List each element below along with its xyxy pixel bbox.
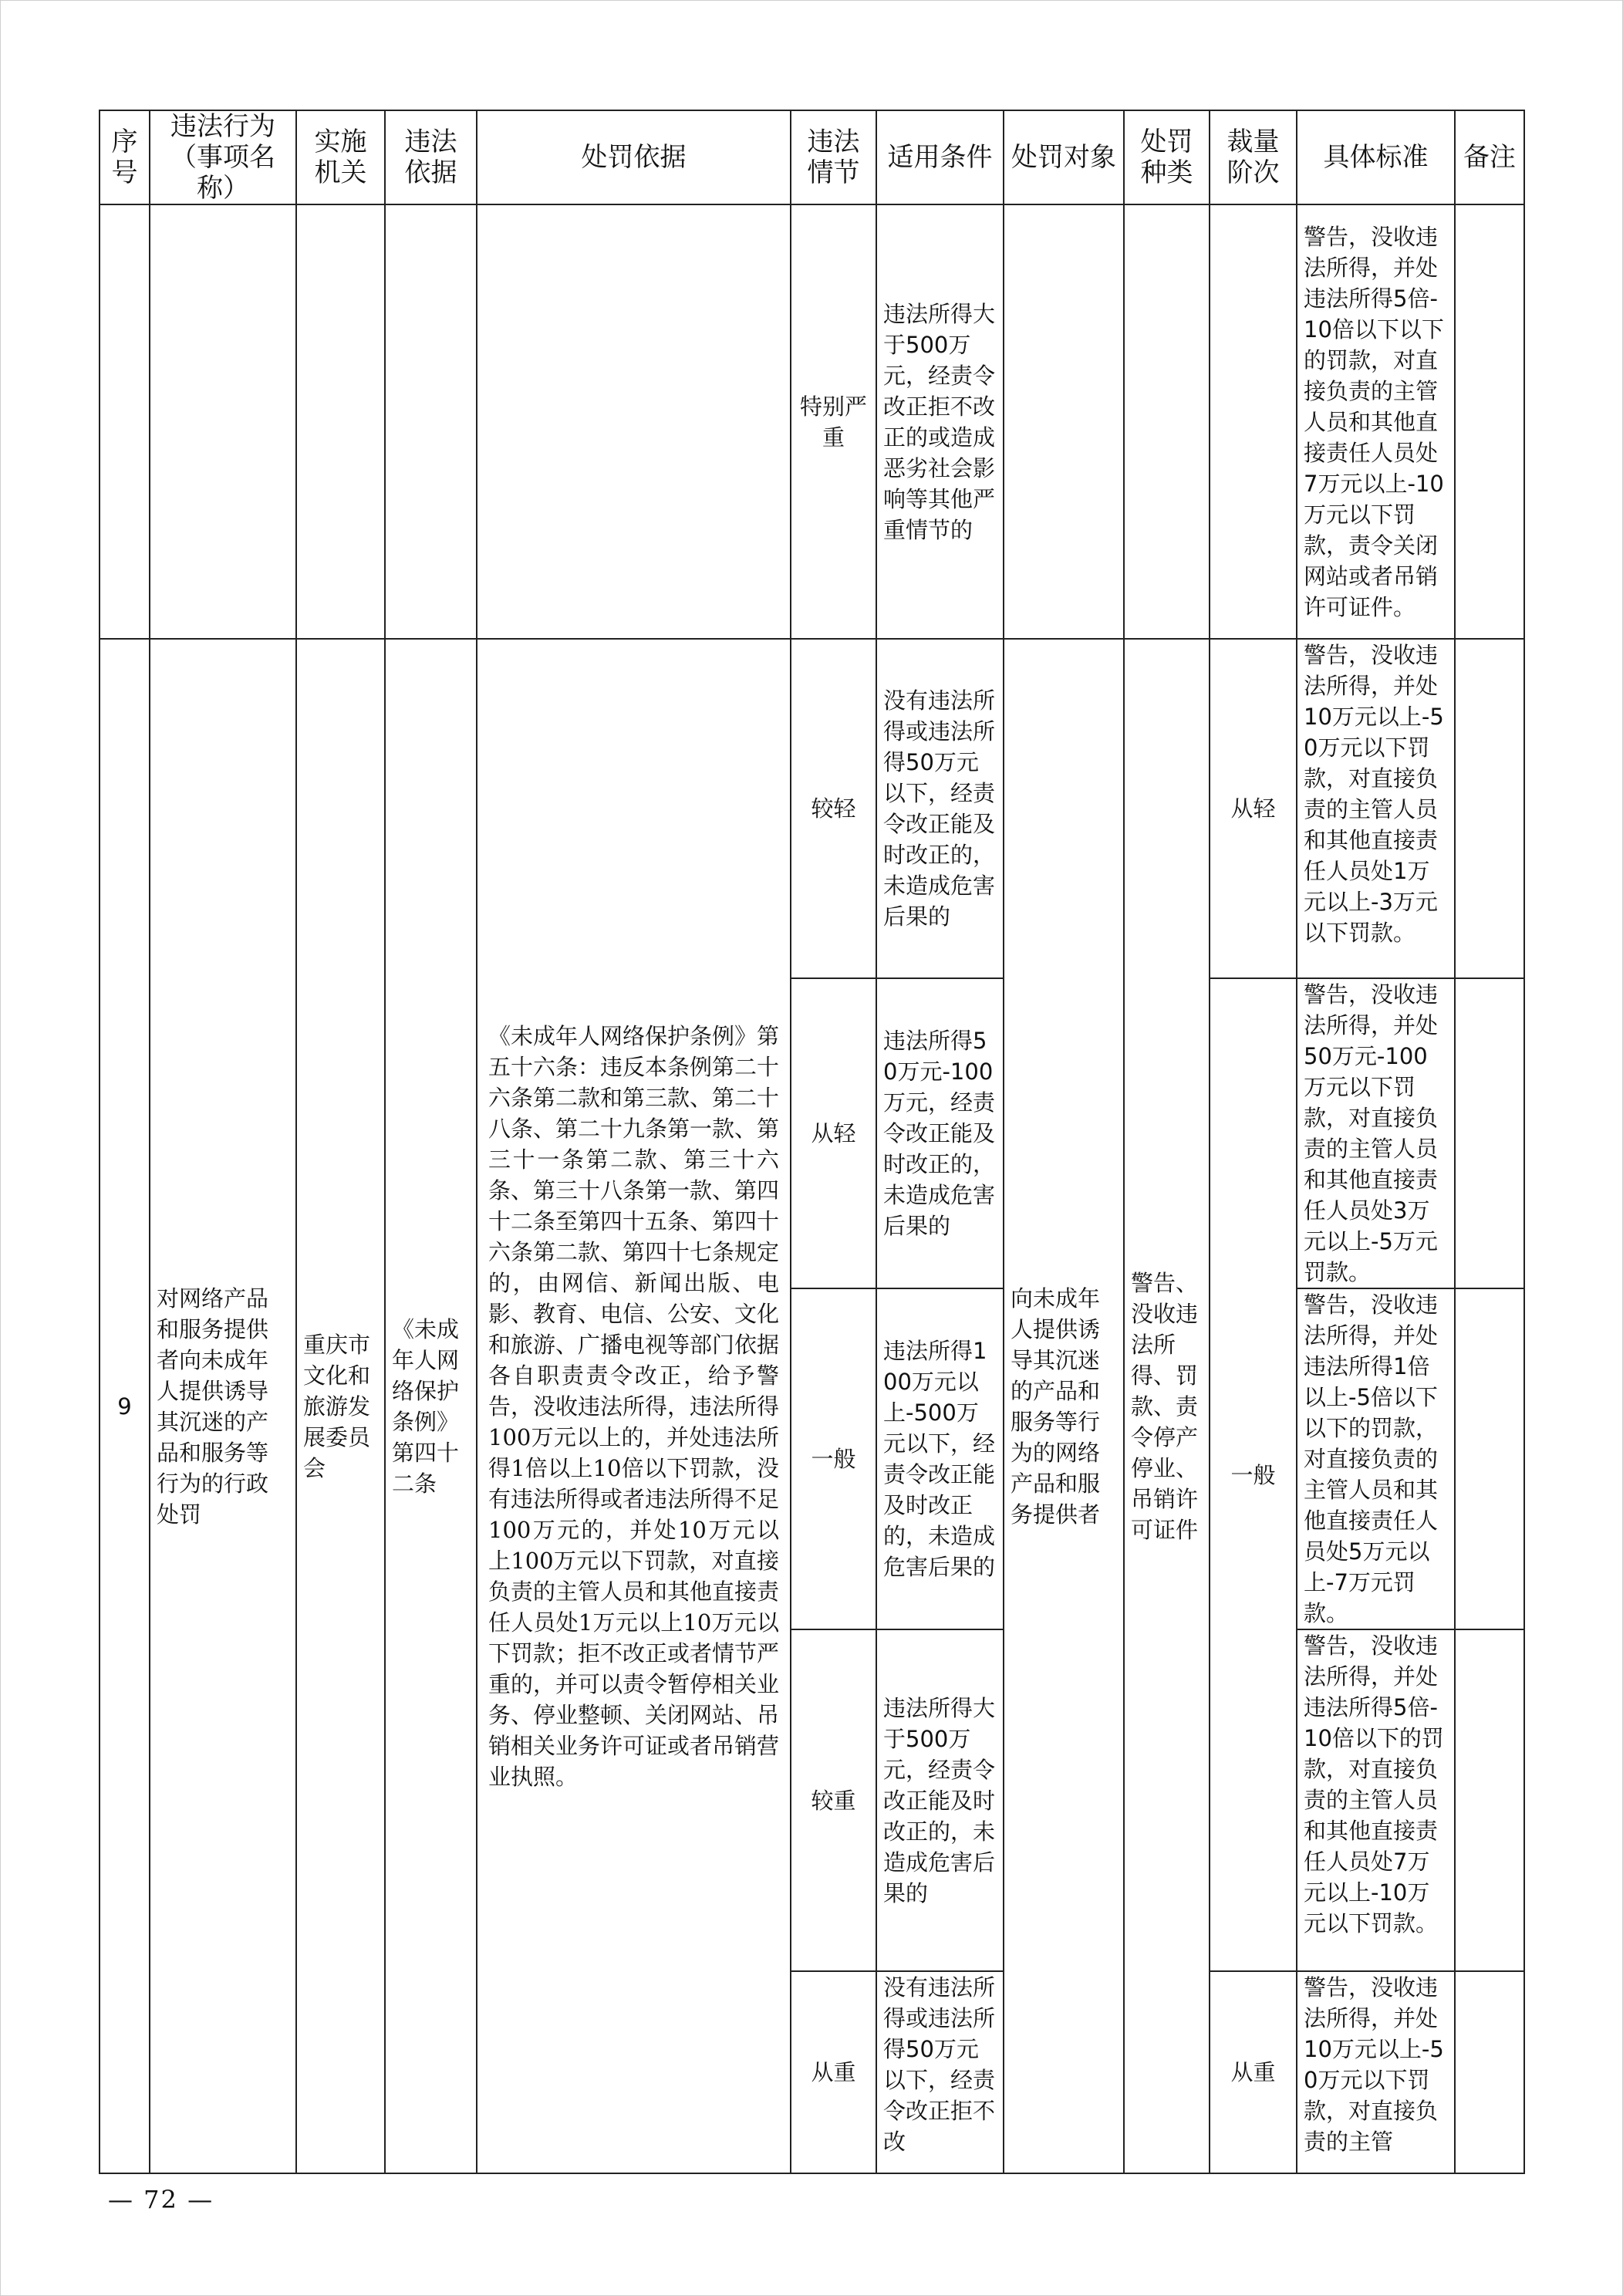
header-discretion-tier: 裁量阶次 bbox=[1210, 110, 1297, 204]
header-legal-basis: 违法依据 bbox=[385, 110, 477, 204]
cell-standard: 警告，没收违法所得，并处违法所得1倍以上-5倍以下以下的罚款，对直接负责的主管人员和其他直接责任人员处5万元以上-7万元罚款。 bbox=[1297, 1288, 1455, 1629]
cell-type-empty bbox=[1124, 204, 1210, 639]
cell-condition: 违法所得50万元-100万元，经责令改正能及时改正的，未造成危害后果的 bbox=[876, 978, 1004, 1288]
header-remark: 备注 bbox=[1455, 110, 1524, 204]
cell-condition: 没有违法所得或违法所得50万元以下，经责令改正拒不改 bbox=[876, 1971, 1004, 2173]
penalty-discretion-table bbox=[99, 110, 1525, 2174]
cell-remark bbox=[1455, 1288, 1524, 1629]
cell-legal-basis-empty bbox=[385, 204, 477, 639]
header-violation: 违法行为（事项名称） bbox=[150, 110, 296, 204]
cell-standard: 警告，没收违法所得，并处10万元以上-50万元以下罚款，对直接负责的主管人员和其他直接责任人员处1万元以上-3万元以下罚款。 bbox=[1297, 639, 1455, 978]
cell-penalty-basis: 《未成年人网络保护条例》第五十六条：违反本条例第二十六条第二款和第三款、第二十八条、第二十九条第一款、第三十一条第二款、第三十六条、第三十八条第一款、第四十二条至第四十五条、第四十六条第二款、第四十七条规定的，由网信、新闻出版、电影、教育、电信、公安、文化和旅游、广播电视等部门依据各自职责责令改正，给予警告，没收违法所得，违法所得100万元以上的，并处违法所得1倍以上10倍以下罚款，没有违法所得或者违法所得不足100万元的，并处10万元以上100万元以下罚款，对直接负责的主管人员和其他直接责任人员处1万元以上10万元以下罚款；拒不改正或者情节严重的，并可以责令暂停相关业务、停业整顿、关闭网站、吊销相关业务许可证或者吊销营业执照。 bbox=[477, 639, 791, 2173]
cell-standard: 警告，没收违法所得，并处违法所得5倍-10倍以下以下的罚款，对直接负责的主管人员和其他直接责任人员处7万元以上-10万元以下罚款，责令关闭网站或者吊销许可证件。 bbox=[1297, 204, 1455, 639]
cell-remark bbox=[1455, 204, 1524, 639]
cell-remark bbox=[1455, 1629, 1524, 1971]
cell-condition: 没有违法所得或违法所得50万元以下，经责令改正能及时改正的，未造成危害后果的 bbox=[876, 639, 1004, 978]
cell-seq-empty bbox=[100, 204, 150, 639]
cell-circumstance: 较重 bbox=[791, 1629, 876, 1971]
cell-violation: 对网络产品和服务提供者向未成年人提供诱导其沉迷的产品和服务等行为的行政处罚 bbox=[150, 639, 296, 2173]
cell-remark bbox=[1455, 1971, 1524, 2173]
header-circumstance: 违法情节 bbox=[791, 110, 876, 204]
cell-standard: 警告，没收违法所得，并处50万元-100万元以下罚款，对直接负责的主管人员和其他直接责任人员处3万元以上-5万元罚款。 bbox=[1297, 978, 1455, 1288]
cell-discretion-tier: 一般 bbox=[1210, 978, 1297, 1971]
cell-discretion-tier: 从轻 bbox=[1210, 639, 1297, 978]
table-row-item-9-lighter bbox=[100, 639, 1524, 978]
cell-standard: 警告，没收违法所得，并处违法所得5倍-10倍以下的罚款，对直接负责的主管人员和其他直接责任人员处7万元以上-10万元以下罚款。 bbox=[1297, 1629, 1455, 1971]
cell-circumstance: 一般 bbox=[791, 1288, 876, 1629]
cell-remark bbox=[1455, 978, 1524, 1288]
header-penalty-basis: 处罚依据 bbox=[477, 110, 791, 204]
cell-discretion-tier: 从重 bbox=[1210, 1971, 1297, 2173]
table-row-continued bbox=[100, 204, 1524, 639]
cell-tier-empty bbox=[1210, 204, 1297, 639]
cell-circumstance: 从重 bbox=[791, 1971, 876, 2173]
cell-condition: 违法所得100万元以上-500万元以下，经责令改正能及时改正的，未造成危害后果的 bbox=[876, 1288, 1004, 1629]
cell-penalty-target: 向未成年人提供诱导其沉迷的产品和服务等行为的网络产品和服务提供者 bbox=[1004, 639, 1124, 2173]
cell-condition: 违法所得大于500万元，经责令改正能及时改正的，未造成危害后果的 bbox=[876, 1629, 1004, 1971]
cell-condition: 违法所得大于500万元，经责令改正拒不改正的或造成恶劣社会影响等其他严重情节的 bbox=[876, 204, 1004, 639]
cell-circumstance: 特别严重 bbox=[791, 204, 876, 639]
cell-target-empty bbox=[1004, 204, 1124, 639]
cell-authority: 重庆市文化和旅游发展委员会 bbox=[296, 639, 385, 2173]
header-penalty-type: 处罚种类 bbox=[1124, 110, 1210, 204]
cell-penalty-type: 警告、没收违法所得、罚款、责令停产停业、吊销许可证件 bbox=[1124, 639, 1210, 2173]
cell-circumstance: 较轻 bbox=[791, 639, 876, 978]
header-standard: 具体标准 bbox=[1297, 110, 1455, 204]
cell-violation-empty bbox=[150, 204, 296, 639]
header-row bbox=[100, 110, 1524, 204]
cell-seq: 9 bbox=[100, 639, 150, 2173]
header-authority: 实施机关 bbox=[296, 110, 385, 204]
page-number: — 72 — bbox=[108, 2185, 214, 2214]
cell-authority-empty bbox=[296, 204, 385, 639]
header-condition: 适用条件 bbox=[876, 110, 1004, 204]
header-seq: 序号 bbox=[100, 110, 150, 204]
cell-legal-basis: 《未成年人网络保护条例》第四十二条 bbox=[385, 639, 477, 2173]
cell-remark bbox=[1455, 639, 1524, 978]
cell-standard: 警告，没收违法所得，并处10万元以上-50万元以下罚款，对直接负责的主管 bbox=[1297, 1971, 1455, 2173]
cell-circumstance: 从轻 bbox=[791, 978, 876, 1288]
cell-penalty-basis-empty bbox=[477, 204, 791, 639]
header-target: 处罚对象 bbox=[1004, 110, 1124, 204]
